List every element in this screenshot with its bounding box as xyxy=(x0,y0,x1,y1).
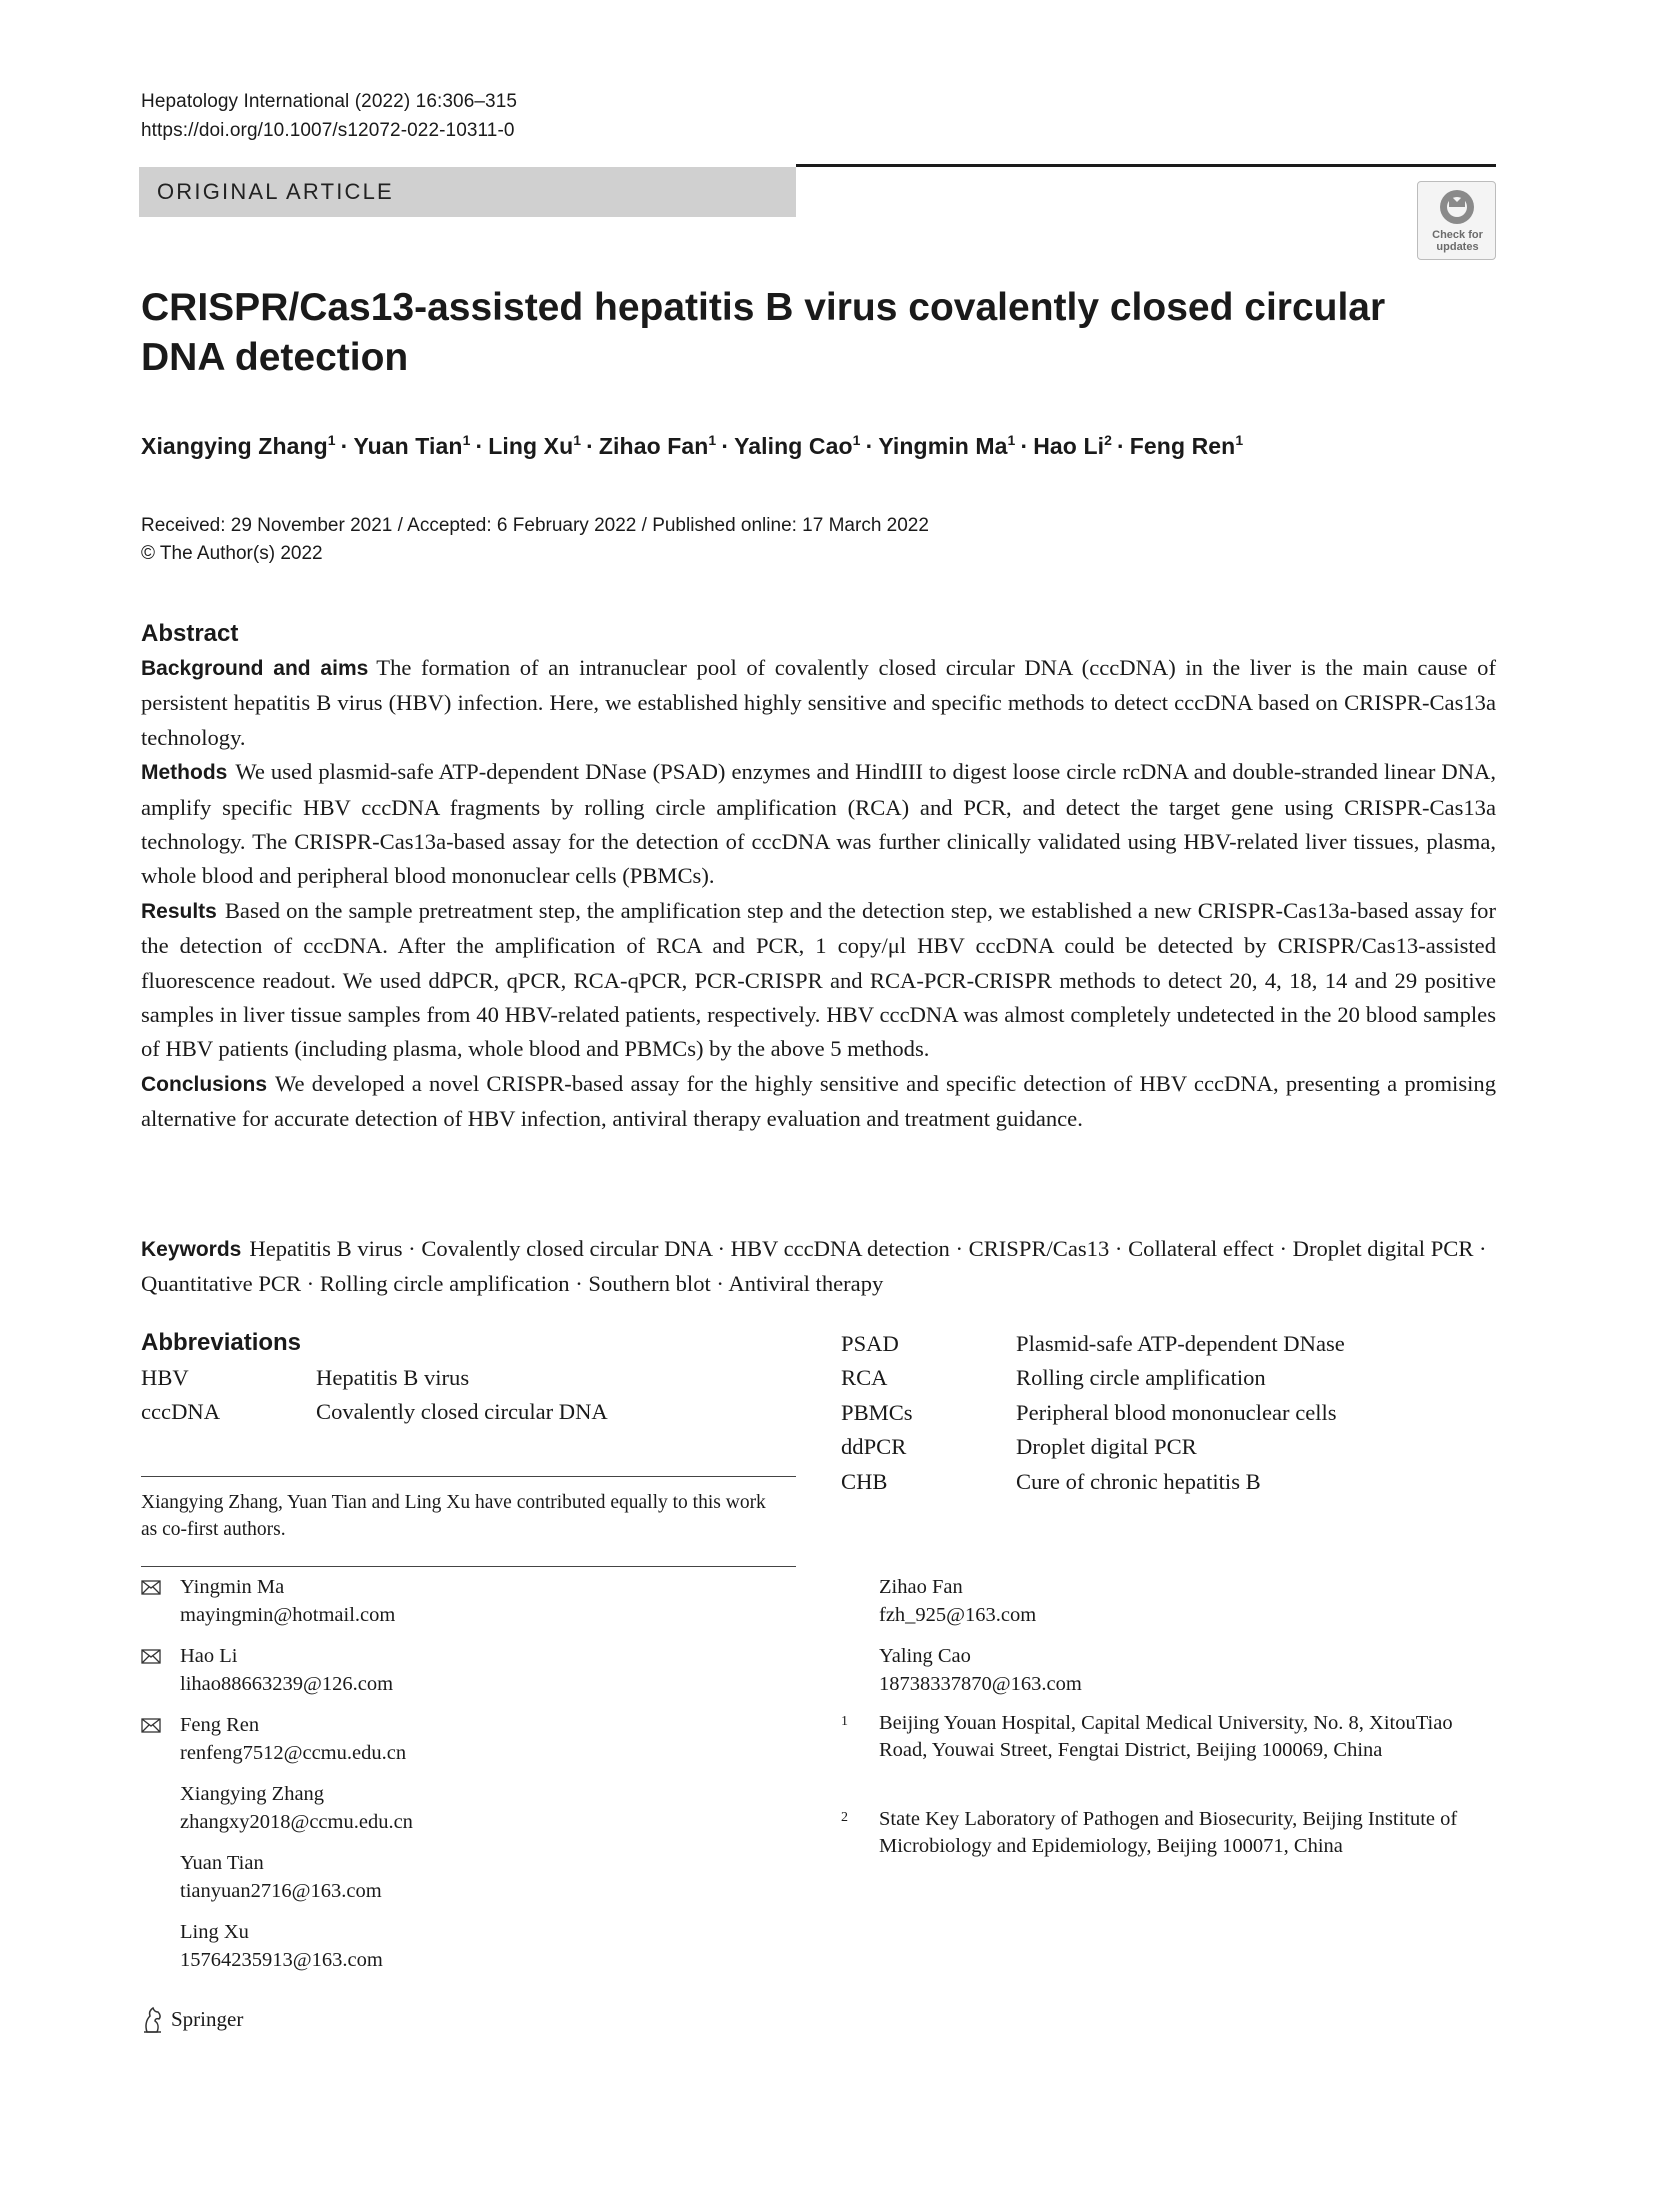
author-name[interactable]: Xiangying Zhang$^1$ xyxy=(141,432,336,459)
contact-list-right xyxy=(845,1574,1495,1712)
author-name[interactable]: Ling Xu$^1$ xyxy=(488,432,582,459)
envelope-icon xyxy=(141,1580,161,1595)
keywords xyxy=(141,1232,1496,1301)
author-affiliation-mark: 1 xyxy=(327,432,336,448)
article-history: Received: 29 November 2021 / Accepted: 6 February 2022 / Published online: 17 March 2022 xyxy=(141,515,929,536)
author-list xyxy=(141,432,1243,460)
abbreviations-list-right xyxy=(841,1327,1501,1499)
envelope-icon xyxy=(141,1718,161,1733)
abstract-section-text: The formation of an intranuclear pool of covalently closed circular DNA (cccDNA) in the liver is the main cause of persistent hepatitis B virus (HBV) infection. Here, we established highly sensitive and specific methods to detect cccDNA based on CRISPR-Cas13a technology. xyxy=(141,655,1496,750)
contact-email[interactable]: tianyuan2716@163.com xyxy=(180,1880,382,1902)
abbreviation-term: PBMCs xyxy=(841,1399,913,1425)
contact-email[interactable]: mayingmin@hotmail.com xyxy=(180,1604,396,1626)
abbreviation-term: ddPCR xyxy=(841,1434,907,1460)
contact-entry xyxy=(141,1919,791,1988)
footnote-rule xyxy=(141,1566,796,1567)
check-for-updates-badge[interactable] xyxy=(1417,181,1496,260)
abstract-section-label: Conclusions xyxy=(141,1072,268,1096)
abbreviation-definition: Rolling circle amplification xyxy=(1016,1365,1266,1391)
springer-horse-icon xyxy=(141,2006,165,2034)
abbreviation-term: RCA xyxy=(841,1365,888,1391)
journal-citation: Hepatology International (2022) 16:306–315 xyxy=(141,91,518,112)
contact-name: Yingmin Ma xyxy=(180,1576,285,1598)
author-separator: · xyxy=(1116,433,1125,459)
author-name[interactable]: Feng Ren$^1$ xyxy=(1129,432,1244,459)
abbreviation-row xyxy=(841,1361,1501,1395)
author-affiliation-mark: 1 xyxy=(462,432,471,448)
abstract-section xyxy=(141,651,1496,755)
abstract-heading: Abstract xyxy=(141,620,239,647)
affiliation-text: State Key Laboratory of Pathogen and Biosecurity, Beijing Institute of Microbiology and Epidemiology, Beijing 100071, China xyxy=(879,1808,1458,1857)
author-separator: · xyxy=(340,433,349,459)
author-name[interactable]: Yingmin Ma$^1$ xyxy=(878,432,1016,459)
abstract-section xyxy=(141,755,1496,894)
envelope-icon xyxy=(141,1649,161,1664)
article-type-label: ORIGINAL ARTICLE xyxy=(157,179,394,204)
contact-name: Hao Li xyxy=(180,1645,238,1667)
abstract-section-label: Methods xyxy=(141,761,228,785)
abbreviations-heading: Abbreviations xyxy=(141,1329,302,1356)
affiliation-number: 2 xyxy=(841,1810,848,1825)
abbreviation-row xyxy=(841,1396,1501,1430)
abstract-section-text: We developed a novel CRISPR-based assay for the highly sensitive and specific detection of HBV cccDNA, presenting a promising alternative for accurate detection of HBV infection, antiviral therapy evaluation and treatment guidance. xyxy=(141,1070,1496,1132)
author-name[interactable]: Yaling Cao$^1$ xyxy=(734,432,861,459)
author-separator: · xyxy=(865,433,874,459)
contact-entry xyxy=(845,1574,1495,1643)
contact-email[interactable]: fzh_925@163.com xyxy=(879,1604,1037,1626)
check-for-updates-text: Check for updates xyxy=(1432,229,1483,253)
abbreviation-term: PSAD xyxy=(841,1331,899,1356)
author-separator: · xyxy=(721,433,730,459)
author-name[interactable]: Yuan Tian$^1$ xyxy=(353,432,471,459)
cofirst-author-note: Xiangying Zhang, Yuan Tian and Ling Xu have contributed equally to this work as co-first authors. xyxy=(141,1492,766,1540)
author-affiliation-mark: 1 xyxy=(1235,432,1244,448)
abstract-section-text: We used plasmid-safe ATP-dependent DNase (PSAD) enzymes and HindIII to digest loose circle rcDNA and double-stranded linear DNA, amplify specific HBV cccDNA fragments by rolling circle amplification (RCA) and PCR, and detect the target gene using CRISPR-Cas13a technology. The CRISPR-Cas13a-based assay for the detection of cccDNA was further clinically validated using HBV-related liver tissues, plasma, whole blood and peripheral blood mononuclear cells (PBMCs). xyxy=(141,759,1496,889)
abbreviation-row xyxy=(841,1327,1501,1361)
contact-email[interactable]: zhangxy2018@ccmu.edu.cn xyxy=(180,1811,413,1833)
abstract-section-label: Results xyxy=(141,899,217,923)
contact-list-left xyxy=(141,1574,791,1988)
abbreviation-definition: Covalently closed circular DNA xyxy=(316,1399,608,1425)
abbreviation-term: HBV xyxy=(141,1365,189,1390)
author-affiliation-mark: 1 xyxy=(852,432,861,448)
author-affiliation-mark: 1 xyxy=(573,432,582,448)
abstract-section-label: Background and aims xyxy=(141,657,369,680)
abbreviation-row xyxy=(841,1430,1501,1464)
contact-name: Feng Ren xyxy=(180,1714,260,1736)
copyright-notice: © The Author(s) 2022 xyxy=(141,543,323,564)
abbreviation-definition: Droplet digital PCR xyxy=(1016,1434,1197,1460)
contact-name: Ling Xu xyxy=(180,1921,249,1943)
doi-link[interactable]: https://doi.org/10.1007/s12072-022-10311-0 xyxy=(141,120,515,141)
header-rule xyxy=(796,164,1496,167)
affiliation-number: 1 xyxy=(841,1714,848,1729)
contact-email[interactable]: 15764235913@163.com xyxy=(180,1949,383,1971)
abstract-section xyxy=(141,1067,1496,1137)
abbreviation-definition: Hepatitis B virus xyxy=(316,1365,470,1390)
author-separator: · xyxy=(586,433,594,459)
publisher-name: Springer xyxy=(171,2007,244,2031)
contact-entry xyxy=(141,1712,791,1781)
abstract-section xyxy=(141,894,1496,1067)
abbreviations-list-left xyxy=(141,1361,781,1430)
contact-entry xyxy=(141,1574,791,1643)
author-name[interactable]: Zihao Fan$^1$ xyxy=(598,432,717,459)
abbreviation-definition: Cure of chronic hepatitis B xyxy=(1016,1468,1261,1494)
abbreviation-definition: Peripheral blood mononuclear cells xyxy=(1016,1399,1337,1425)
article-type-banner xyxy=(139,167,796,217)
contact-email[interactable]: 18738337870@163.com xyxy=(879,1673,1082,1695)
abstract-section-text: Based on the sample pretreatment step, the amplification step and the detection step, we established a new CRISPR-Cas13a-based assay for the detection of cccDNA. After the amplification of RCA and PCR, 1 copy/μl HBV cccDNA could be detected by CRISPR/Cas13-assisted fluorescence readout. We used ddPCR, qPCR, RCA-qPCR, PCR-CRISPR and RCA-PCR-CRISPR methods to detect 20, 4, 18, 14 and 29 positive samples in liver tissue samples from 40 HBV-related patients, respectively. HBV cccDNA was almost completely undetected in the 20 blood samples of HBV patients (including plasma, whole blood and PBMCs) by the above 5 methods. xyxy=(141,897,1496,1062)
abstract-body xyxy=(141,651,1496,1137)
contact-entry xyxy=(845,1643,1495,1712)
contact-name: Zihao Fan xyxy=(879,1576,963,1598)
author-separator: · xyxy=(475,433,484,459)
crossmark-icon xyxy=(1436,188,1478,228)
contact-entry xyxy=(141,1781,791,1850)
keywords-text: Hepatitis B virus · Covalently closed circular DNA · HBV cccDNA detection · CRISPR/Cas13 · Collateral effect · Droplet digital PCR · Quantitative PCR · Rolling circle amplification · Southern blot · Antiviral therapy xyxy=(141,1236,1487,1296)
article-title: CRISPR/Cas13-assisted hepatitis B virus covalently closed circular DNA detection xyxy=(141,286,1386,379)
abbreviation-term: cccDNA xyxy=(141,1399,221,1425)
contact-email[interactable]: renfeng7512@ccmu.edu.cn xyxy=(180,1742,407,1764)
abbreviation-row xyxy=(141,1361,781,1395)
abbreviation-row xyxy=(141,1395,781,1429)
contact-email[interactable]: lihao88663239@126.com xyxy=(180,1673,394,1695)
contact-name: Yuan Tian xyxy=(180,1852,264,1874)
keywords-label: Keywords xyxy=(141,1238,242,1261)
author-affiliation-mark: 1 xyxy=(708,432,717,448)
author-name[interactable]: Hao Li$^2$ xyxy=(1033,432,1112,459)
abbreviation-term: CHB xyxy=(841,1468,888,1494)
contact-name: Xiangying Zhang xyxy=(180,1783,325,1805)
author-affiliation-mark: 1 xyxy=(1007,432,1016,448)
affiliation-text: Beijing Youan Hospital, Capital Medical University, No. 8, XitouTiao Road, Youwai Street, Fengtai District, Beijing 100069, China xyxy=(879,1712,1453,1761)
contact-entry xyxy=(141,1850,791,1919)
abbreviation-definition: Plasmid-safe ATP-dependent DNase xyxy=(1016,1331,1345,1356)
author-separator: · xyxy=(1020,433,1029,459)
footnote-rule xyxy=(141,1476,796,1477)
contact-entry xyxy=(141,1643,791,1712)
abbreviation-row xyxy=(841,1465,1501,1499)
author-affiliation-mark: 2 xyxy=(1104,432,1112,448)
contact-name: Yaling Cao xyxy=(879,1645,971,1667)
